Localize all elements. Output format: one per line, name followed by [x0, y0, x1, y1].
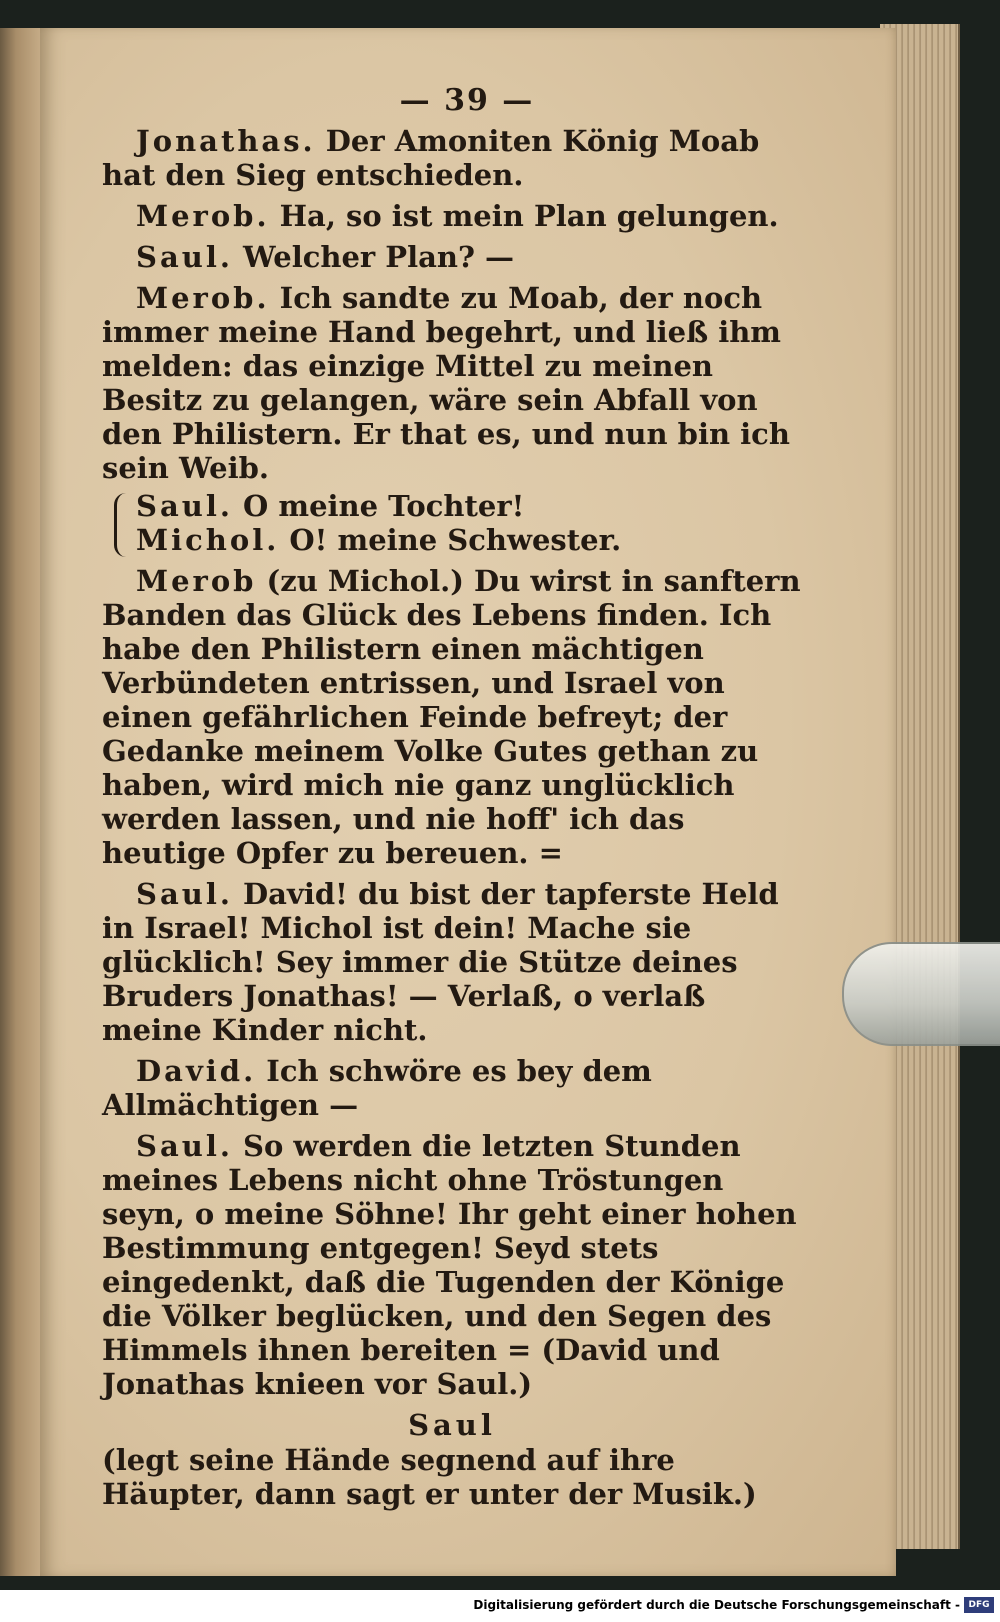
- dialogue-text: (zu Michol.) Du wirst in sanftern Banden das Glück des Lebens finden. Ich habe den Philistern einen mächtigen Verbündeten entrissen, und Israel von einen gefährlichen Feinde befreyt; der Gedanke meinem Volke Gutes gethan zu haben, wird mich nie ganz unglücklich werden lassen, und nie hoff' ich das heutige Opfer zu bereuen. =: [102, 564, 801, 870]
- footer-bar: [0, 1590, 1000, 1622]
- dialogue-jonathas: [102, 124, 802, 192]
- speaker-name: Saul.: [136, 240, 233, 274]
- speaker-name: Merob.: [136, 281, 270, 315]
- dialogue-text: Ich schwöre es bey dem Allmächtigen —: [102, 1054, 652, 1122]
- page-text: [102, 78, 802, 1511]
- dialogue-merob-3: [102, 564, 802, 870]
- dialogue-merob-1: [102, 199, 802, 233]
- brace-mark: [114, 493, 131, 557]
- closing-speaker: Saul: [408, 1408, 496, 1442]
- stage-direction: (legt seine Hände segnend auf ihre Häupter, dann sagt er unter der Musik.): [102, 1443, 757, 1511]
- simultaneous-lines: [102, 489, 802, 557]
- speaker-name: Merob: [136, 564, 257, 598]
- page-clip: [842, 942, 1000, 1046]
- funding-credit: Digitalisierung gefördert durch die Deutsche Forschungsgemeinschaft -: [473, 1598, 960, 1612]
- dialogue-saul-4: [102, 1129, 802, 1401]
- dialogue-david: [102, 1054, 802, 1122]
- dialogue-text: Welcher Plan? —: [232, 240, 515, 274]
- page-number: — 39 —: [399, 83, 535, 118]
- dialogue-text: O meine Tochter!: [232, 489, 525, 523]
- dialogue-text: So werden die letzten Stunden meines Lebens nicht ohne Tröstungen seyn, o meine Söhne! Ihr geht einer hohen Bestimmung entgegen! Seyd stets eingedenkt, daß die Tugenden der Könige die Völker beglücken, und den Segen des Himmels ihnen bereiten = (David und Jonathas knieen vor Saul.): [102, 1129, 797, 1401]
- dialogue-michol: [136, 523, 802, 557]
- dialogue-text: Der Amoniten König Moab hat den Sieg entschieden.: [102, 124, 760, 192]
- adjacent-page-edge: [0, 28, 40, 1576]
- dialogue-saul-3: [102, 877, 802, 1047]
- dialogue-saul-2: [136, 489, 802, 523]
- speaker-name: Jonathas.: [136, 124, 316, 158]
- dialogue-text: David! du bist der tapferste Held in Israel! Michol ist dein! Mache sie glücklich! Sey immer die Stütze deines Bruders Jonathas! — Verlaß, o verlaß meine Kinder nicht.: [102, 877, 779, 1047]
- speaker-name: Merob.: [136, 199, 270, 233]
- speaker-name: Saul.: [136, 1129, 233, 1163]
- speaker-name: David.: [136, 1054, 257, 1088]
- dialogue-merob-2: [102, 281, 802, 485]
- dialogue-text: Ha, so ist mein Plan gelungen.: [269, 199, 779, 233]
- dialogue-saul-1: [102, 240, 802, 274]
- dialogue-text: O! meine Schwester.: [279, 523, 622, 557]
- speaker-name: Saul.: [136, 489, 233, 523]
- dialogue-text: Ich sandte zu Moab, der noch immer meine Hand begehrt, und ließ ihm melden: das einzige Mittel zu meinen Besitz zu gelangen, wäre sein Abfall von den Philistern. Er that es, und nun bin ich sein Weib.: [102, 281, 790, 485]
- speaker-name: Saul.: [136, 877, 233, 911]
- dfg-logo-icon: DFG: [964, 1597, 994, 1613]
- speaker-name: Michol.: [136, 523, 280, 557]
